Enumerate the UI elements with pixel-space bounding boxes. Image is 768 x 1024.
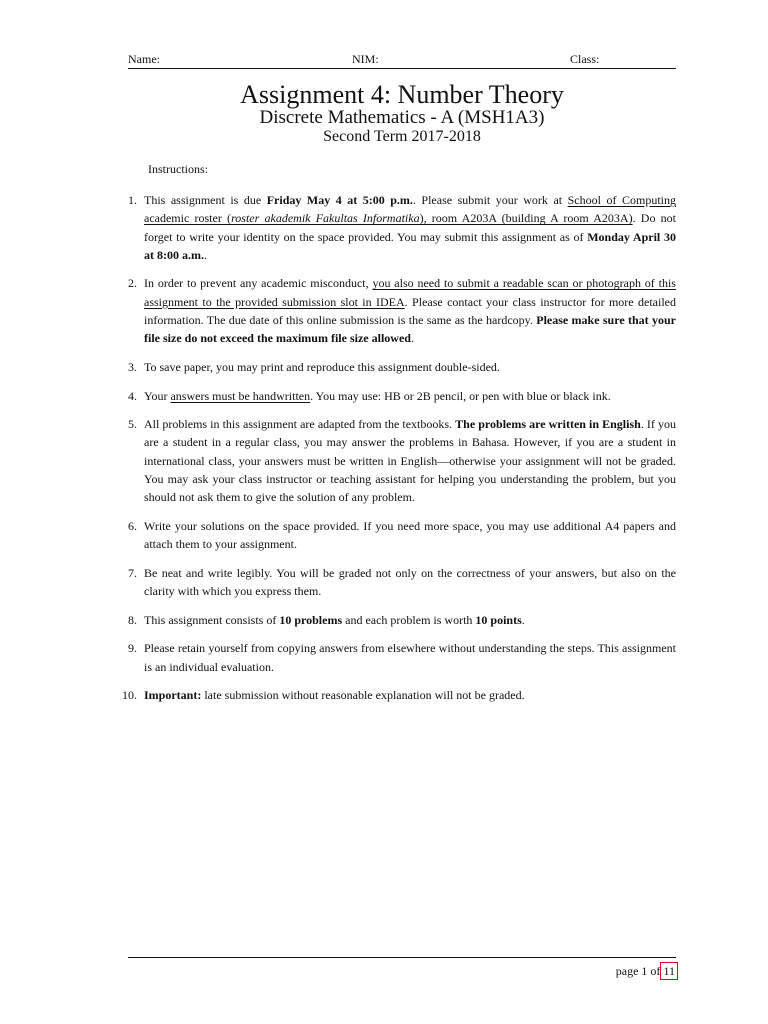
instruction-text: and each problem is worth (342, 612, 476, 627)
instruction-text: Be neat and write legibly. You will be graded not only on the correctness of your answers, but also on the clarity with which you express them. (144, 565, 676, 599)
class-label: Class: (570, 52, 600, 66)
instruction-text: Write your solutions on the space provided. If you need more space, you may use additional A4 papers and attach them to your assignment. (144, 518, 676, 552)
instruction-item (128, 274, 676, 347)
instruction-item (128, 358, 676, 376)
instruction-text: . Please contact your class instructor for more detailed information. The due date of this online submission is the same as the hardcopy. (144, 294, 676, 328)
emphasis-text: 10 points (475, 612, 522, 627)
instruction-text: All problems in this assignment are adapted from the textbooks. (144, 417, 456, 432)
instruction-text: . If you are a student in a regular class, you may answer the problems in Bahasa. However, if you are a student in international class, your answers must be written in English—otherwise your assignment will not be graded. You may ask your class instructor or teaching assistant for helping you understanding the problem, but you should not ask them to give the solution of any problem. (144, 417, 676, 505)
footer-rule (128, 957, 676, 958)
emphasis-text: Please make sure that your file size do not exceed the maximum file size allowed (144, 313, 676, 346)
instructions-list (122, 191, 676, 715)
instruction-number: 4. (128, 388, 137, 403)
instruction-text: This assignment is due (144, 193, 267, 207)
instruction-text: . Please submit your work at (412, 193, 568, 207)
instruction-text: Your (144, 388, 171, 403)
instruction-item (122, 686, 676, 704)
course-subtitle: Discrete Mathematics - A (MSH1A3) (259, 107, 545, 128)
instruction-item (128, 611, 676, 629)
underlined-text: School of Computing academic roster ( (144, 193, 676, 226)
instruction-text: . You may use: HB or 2B pencil, or pen with blue or black ink. (310, 388, 611, 403)
instruction-text: . Do not forget to write your identity on the space provided. You may submit this assignment as of (144, 211, 676, 244)
instruction-item (128, 564, 676, 601)
underlined-text: answers must be handwritten (170, 388, 311, 403)
emphasis-text: The problems are written in English (455, 417, 641, 432)
instructions-label: Instructions: (148, 162, 208, 176)
instruction-text: To save paper, you may print and reproduce this assignment double-sided. (144, 359, 500, 374)
emphasis-text: 10 problems (279, 612, 343, 627)
instruction-number: 2. (128, 276, 137, 291)
instruction-text: This assignment consists of (144, 612, 280, 627)
page-footer (616, 962, 678, 980)
instruction-item (128, 517, 676, 554)
instruction-number: 3. (128, 359, 137, 374)
instruction-text: Please retain yourself from copying answers from elsewhere without understanding the steps. This assignment is an individual evaluation. (144, 641, 676, 674)
underlined-italic-text: roster akademik Fakultas Informatika (231, 211, 420, 226)
instruction-item (128, 415, 676, 506)
page-number-text: page 1 of (615, 964, 661, 978)
instruction-number: 9. (128, 641, 137, 656)
term-line: Second Term 2017-2018 (323, 128, 481, 145)
instruction-text: . (521, 612, 525, 627)
header-rule (128, 68, 676, 69)
instruction-number: 7. (128, 565, 137, 580)
instruction-text: . (204, 247, 207, 262)
page-title: Assignment 4: Number Theory (240, 80, 564, 109)
instruction-number: 5. (128, 417, 137, 432)
instruction-item (128, 387, 676, 405)
instruction-number: 8. (128, 612, 137, 627)
underlined-text: ), room A203A (building A room A203A) (419, 211, 633, 226)
nim-label: NIM: (352, 52, 379, 66)
name-label: Name: (128, 52, 160, 66)
emphasis-text: Important: (144, 688, 202, 703)
instruction-number: 10. (122, 688, 137, 703)
instruction-item (128, 639, 676, 676)
total-pages-link[interactable]: 11 (660, 962, 678, 980)
underlined-text: you also need to submit a readable scan or photograph of this assignment to the provided submission slot in IDEA (144, 276, 676, 309)
instruction-number: 6. (128, 518, 137, 533)
instruction-number: 1. (128, 193, 137, 207)
instruction-item (128, 191, 676, 264)
emphasis-text: Friday May 4 at 5:00 p.m. (266, 193, 413, 207)
instruction-text: . (410, 331, 414, 346)
emphasis-text: Monday April 30 at 8:00 a.m. (144, 229, 676, 262)
instruction-text: In order to prevent any academic misconduct, (144, 276, 373, 291)
instruction-text: late submission without reasonable explanation will not be graded. (201, 688, 525, 703)
